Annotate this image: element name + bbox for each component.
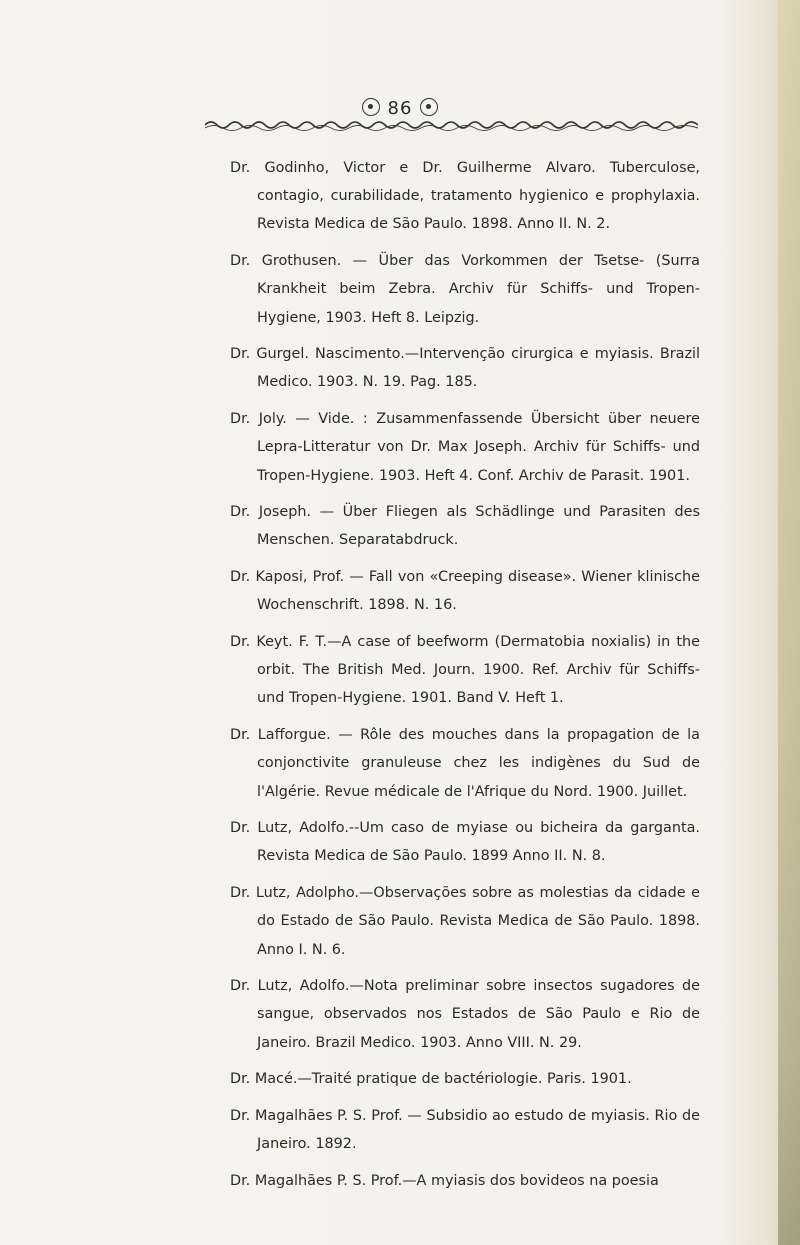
bibliography-entry: Dr. Keyt. F. T.—A case of beefworm (Dermatobia noxialis) in the orbit. The British Med. Journ. 1900. Ref. Archiv für Schiffs- und Tropen-Hygiene. 1901. Band V. Heft 1.	[230, 634, 700, 707]
bibliography-entry: Dr. Grothusen. — Über das Vorkommen der Tsetse- (Surra Krankheit beim Zebra. Archiv für Schiffs- und Tropen-Hygiene, 1903. Heft 8. Leipzig.	[230, 253, 700, 326]
page-edge-stain	[778, 0, 800, 1245]
page-number: 86	[387, 98, 413, 119]
page-folio	[0, 98, 800, 119]
bibliography-entry: Dr. Lafforgue. — Rôle des mouches dans la propagation de la conjonctivite granuleuse chez les indigènes du Sud de l'Algérie. Revue médicale de l'Afrique du Nord. 1900. Juillet.	[230, 727, 700, 800]
bibliography-entry: Dr. Lutz, Adolfo.—Nota preliminar sobre insectos sugadores de sangue, observados nos Estados de São Paulo e Rio de Janeiro. Brazil Medico. 1903. Anno VIII. N. 29.	[230, 978, 700, 1051]
bibliography-list	[230, 154, 700, 1204]
decorative-wavy-rule	[205, 118, 698, 132]
bibliography-entry: Dr. Joly. — Vide. : Zusammenfassende Übersicht über neuere Lepra-Litteratur von Dr. Max Joseph. Archiv für Schiffs- und Tropen-Hygiene. 1903. Heft 4. Conf. Archiv de Parasit. 1901.	[230, 411, 700, 484]
bibliography-entry: Dr. Joseph. — Über Fliegen als Schädlinge und Parasiten des Menschen. Separatabdruck.	[230, 504, 700, 549]
bibliography-entry: Dr. Godinho, Victor e Dr. Guilherme Alvaro. Tuberculose, contagio, curabilidade, tratamento hygienico e prophylaxia. Revista Medica de São Paulo. 1898. Anno II. N. 2.	[230, 160, 700, 233]
bibliography-entry: Dr. Lutz, Adolfo.--Um caso de myiase ou bicheira da garganta. Revista Medica de São Paulo. 1899 Anno II. N. 8.	[230, 820, 700, 865]
bibliography-entry: Dr. Kaposi, Prof. — Fall von «Creeping disease». Wiener klinische Wochenschrift. 1898. N. 16.	[230, 569, 700, 614]
circle-ornament-icon	[420, 98, 438, 116]
bibliography-entry: Dr. Macé.—Traité pratique de bactériologie. Paris. 1901.	[230, 1071, 632, 1088]
bibliography-entry: Dr. Gurgel. Nascimento.—Intervenção cirurgica e myiasis. Brazil Medico. 1903. N. 19. Pag. 185.	[230, 346, 700, 391]
bibliography-entry: Dr. Magalhães P. S. Prof. — Subsidio ao estudo de myiasis. Rio de Janeiro. 1892.	[230, 1108, 700, 1153]
bibliography-entry: Dr. Magalhães P. S. Prof.—A myiasis dos bovideos na poesia	[230, 1173, 659, 1189]
bibliography-entry: Dr. Lutz, Adolpho.—Observações sobre as molestias da cidade e do Estado de São Paulo. Revista Medica de São Paulo. 1898. Anno I. N. 6.	[230, 885, 700, 958]
circle-ornament-icon	[362, 98, 380, 116]
